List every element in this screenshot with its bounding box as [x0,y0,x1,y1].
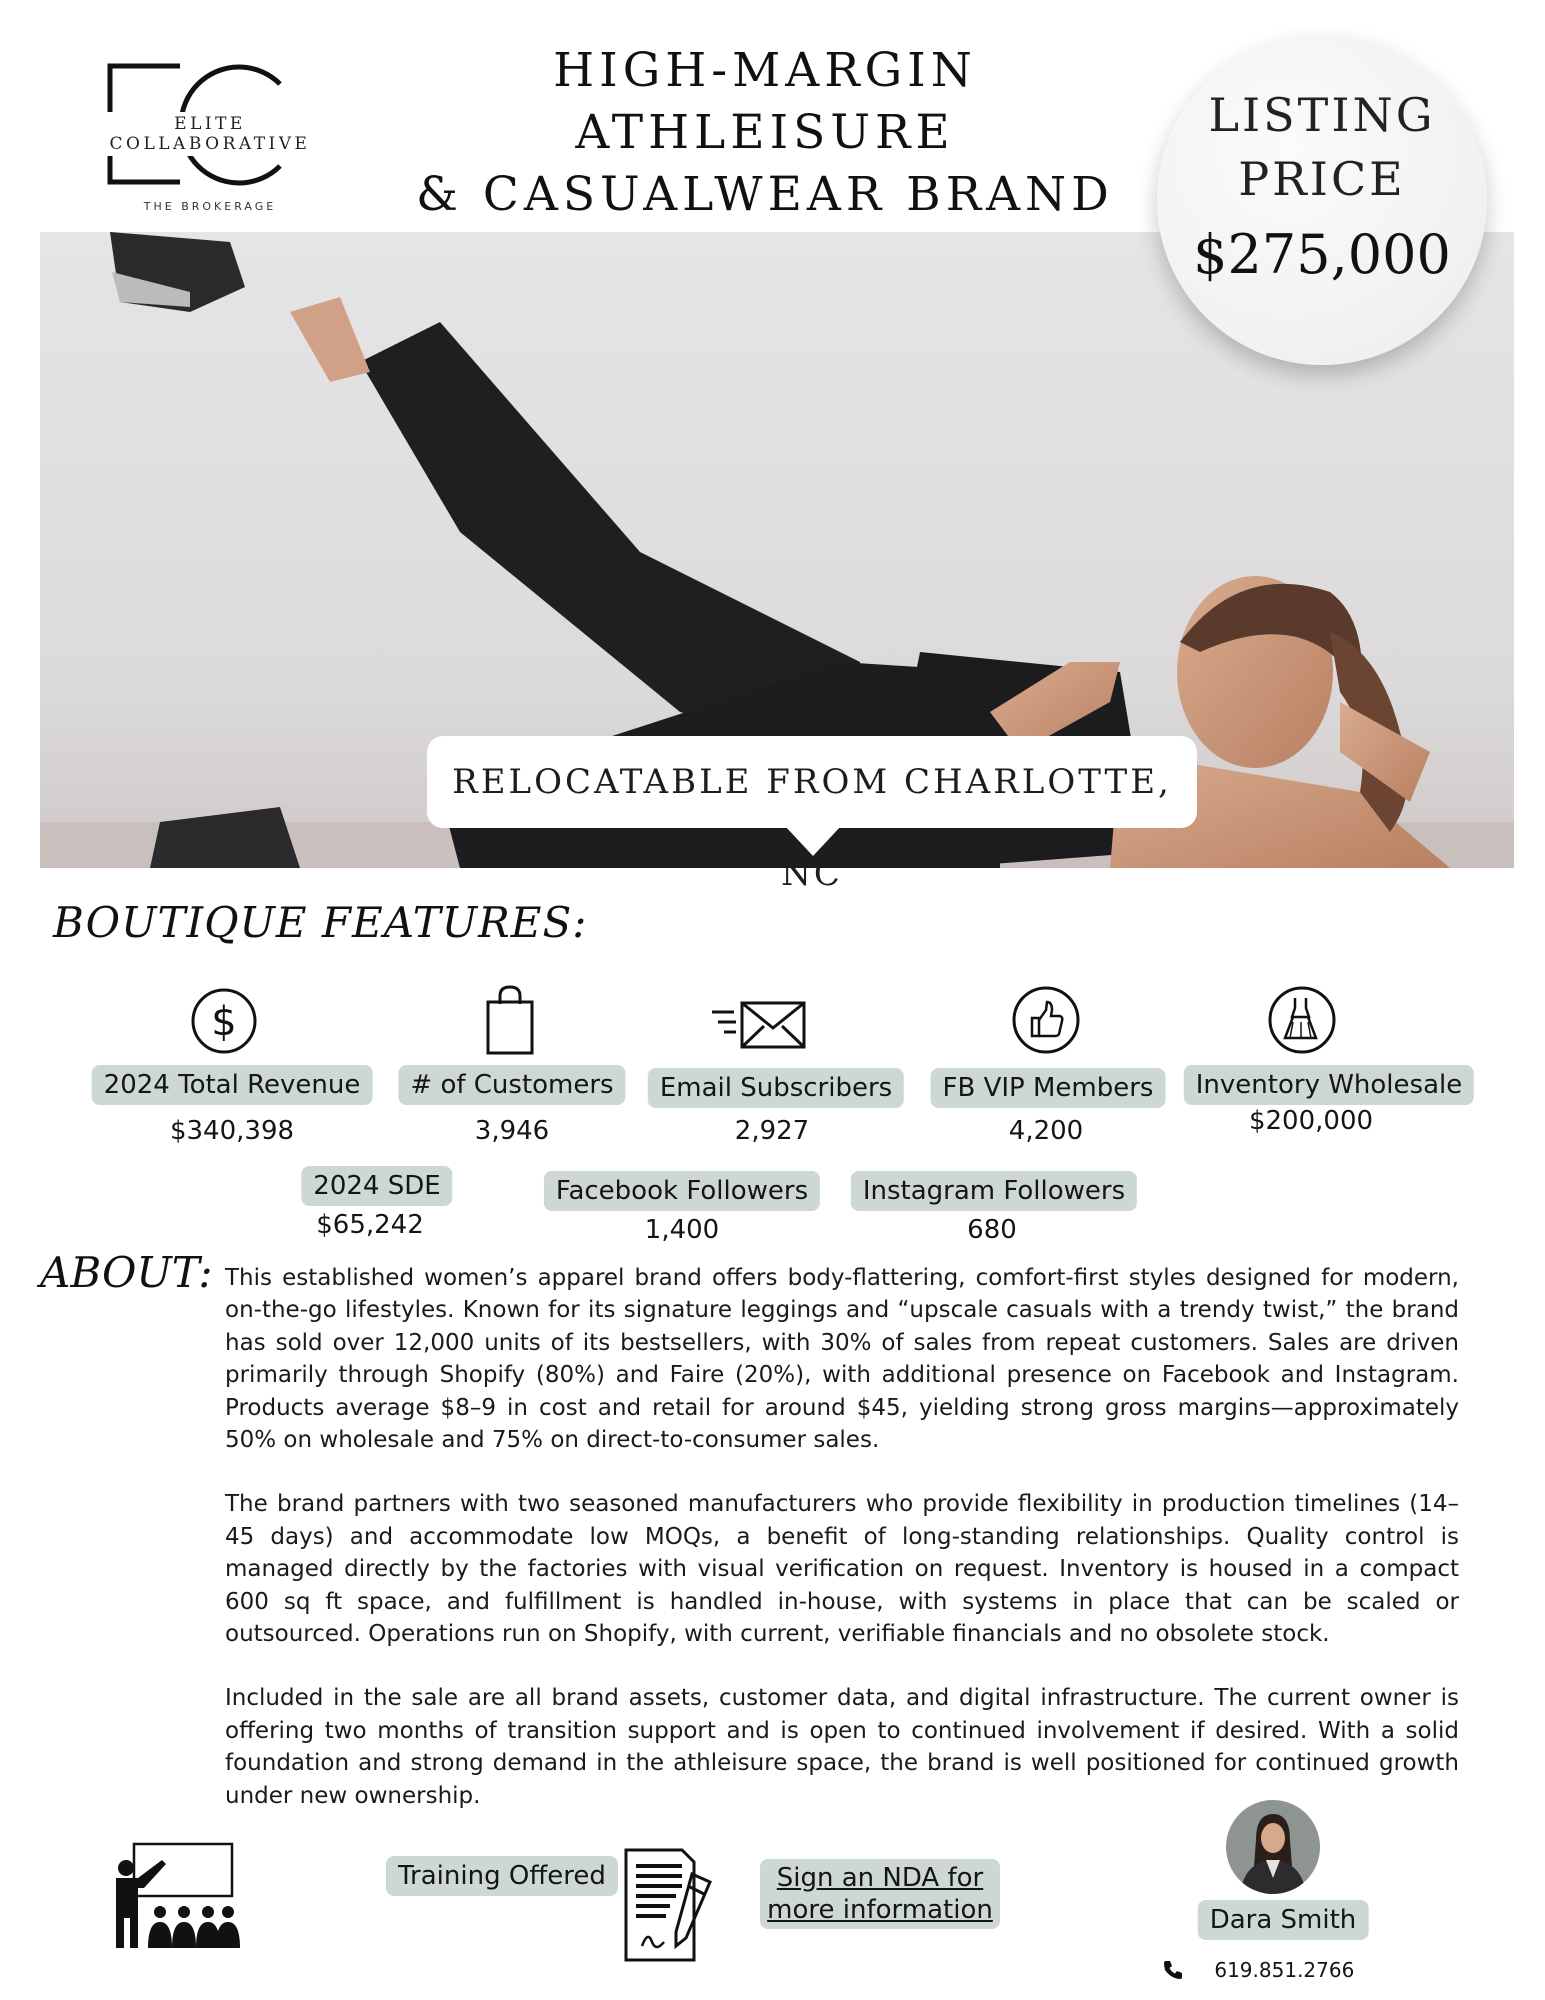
headline-line-1: HIGH-MARGIN ATHLEISURE [553,43,977,160]
feature-label-fb-vip: FB VIP Members [931,1068,1166,1108]
training-offered-badge: Training Offered [386,1856,618,1896]
listing-price-label: LISTING PRICE [1208,88,1436,206]
about-title: ABOUT: [40,1248,213,1297]
feature-value-revenue: $340,398 [169,1116,295,1146]
feature-label-customers: # of Customers [398,1065,625,1105]
feature-label-email: Email Subscribers [648,1068,904,1108]
thumbs-up-icon [1010,984,1082,1056]
features-title: BOUTIQUE FEATURES: [53,898,588,947]
shopping-bag-icon [484,984,536,1056]
feature-value-customers: 3,946 [474,1116,550,1146]
agent-name: Dara Smith [1198,1900,1369,1940]
agent-portrait [1226,1800,1320,1894]
agent-phone[interactable] [1162,1958,1354,1982]
feature-value-instagram: 680 [967,1215,1017,1245]
training-presentation-icon [110,1838,240,1950]
envelope-icon [712,1000,808,1052]
logo-name: ELITE COLLABORATIVE [74,112,346,156]
agent-avatar [1226,1800,1320,1894]
listing-price-value: $275,000 [1193,223,1451,286]
about-paragraph-3: Included in the sale are all brand assets, customer data, and digital infrastructure. The current owner is offering two months of transition support and is open to continued involvement if desired. With a solid foundation and strong demand in the athleisure space, the brand is well positioned for continued growth under new ownership. [225,1685,1459,1809]
feature-label-sde: 2024 SDE [301,1166,452,1206]
nda-link[interactable]: Sign an NDA for more information [760,1859,1000,1929]
feature-value-sde: $65,242 [316,1210,424,1240]
feature-label-revenue: 2024 Total Revenue [92,1065,373,1105]
dollar-circle-icon [189,986,259,1056]
dress-icon [1266,984,1338,1056]
agent-phone-number: 619.851.2766 [1214,1958,1355,1982]
feature-value-fb-vip: 4,200 [1008,1116,1084,1146]
location-callout: RELOCATABLE FROM CHARLOTTE, NC [427,736,1197,828]
signed-document-icon [620,1842,720,1964]
brokerage-logo [70,60,350,220]
logo-tagline: THE BROKERAGE [143,200,277,213]
feature-label-facebook: Facebook Followers [544,1171,820,1211]
feature-label-inventory: Inventory Wholesale [1184,1065,1474,1105]
svg-text:$: $ [211,999,237,1045]
about-body [225,1262,1459,1844]
listing-price-badge [1157,35,1487,365]
callout-pointer [785,826,841,856]
phone-icon [1162,1959,1184,1981]
feature-label-instagram: Instagram Followers [851,1171,1137,1211]
feature-value-facebook: 1,400 [644,1215,720,1245]
feature-value-inventory: $200,000 [1248,1106,1374,1136]
feature-value-email: 2,927 [734,1116,810,1146]
about-paragraph-2: The brand partners with two seasoned manufacturers who provide flexibility in production timelines (14–45 days) and accommodate low MOQs, a benefit of long-standing relationships. Quality control is managed directly by the factories with visual verification on request. Inventory is housed in a compact 600 sq ft space, and fulfillment is handled in-house, with systems in place that can be scaled or outsourced. Operations run on Shopify, with current, verifiable financials and no obsolete stock. [225,1491,1459,1648]
about-paragraph-1: This established women’s apparel brand offers body-flattering, comfort-first styles designed for modern, on-the-go lifestyles. Known for its signature leggings and “upscale casuals with a trendy twist,” the brand has sold over 12,000 units of its bestsellers, with 30% of sales from repeat customers. Sales are driven primarily through Shopify (80%) and Faire (20%), with additional presence on Facebook and Instagram. Products average $8–9 in cost and retail for around $45, yielding strong gross margins—approximately 50% on wholesale and 75% on direct-to-consumer sales. [225,1265,1459,1454]
headline-line-2: & CASUALWEAR BRAND [416,167,1114,222]
